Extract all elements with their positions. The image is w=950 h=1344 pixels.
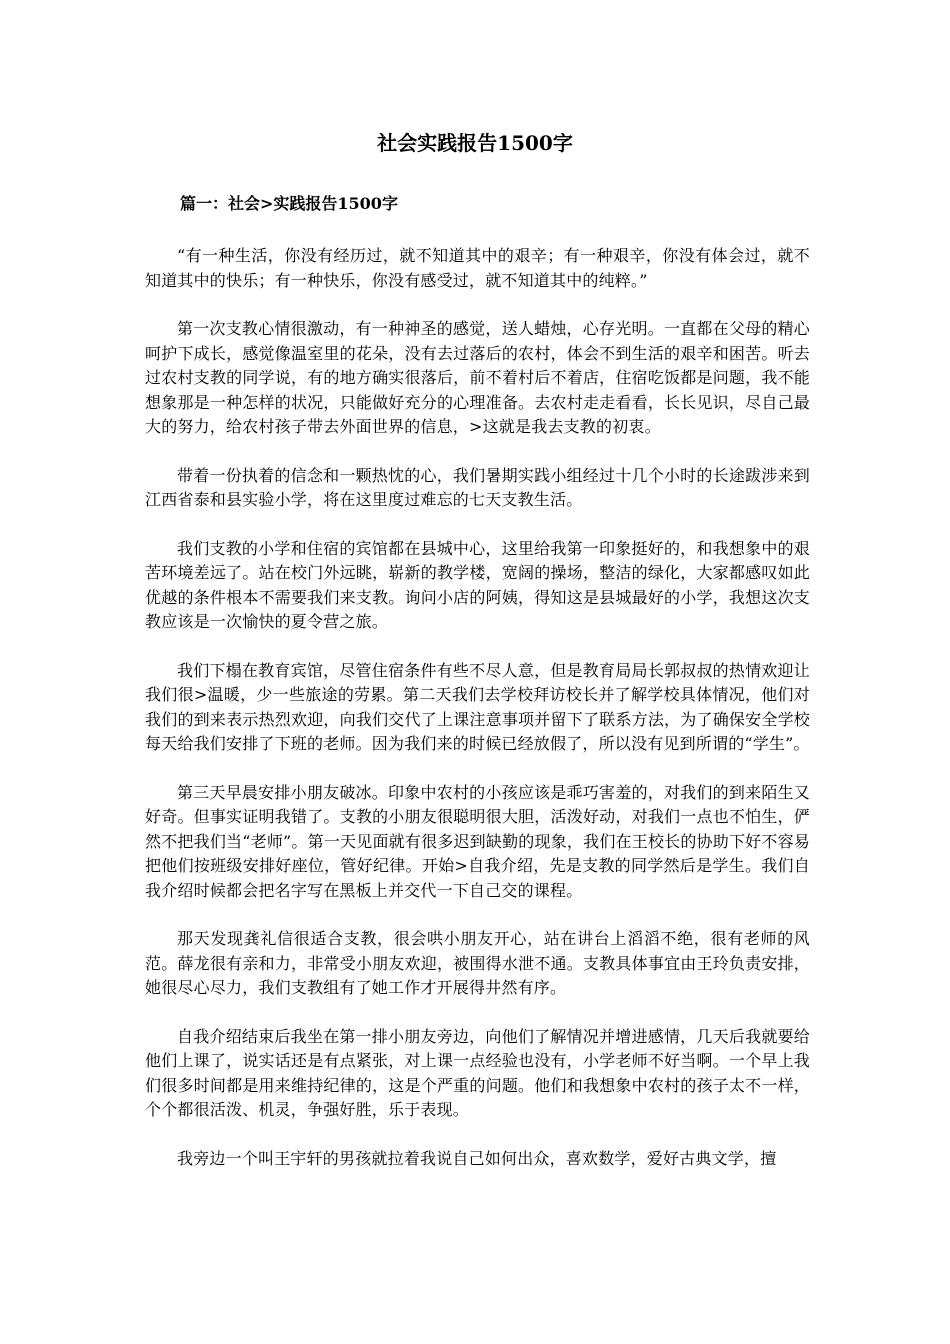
document-body bbox=[145, 244, 810, 1195]
section-heading: 篇一：社会>实践报告1500字 bbox=[180, 194, 398, 213]
paragraph: 第三天早晨安排小朋友破冰。印象中农村的小孩应该是乖巧害羞的，对我们的到来陌生又好奇。但事实证明我错了。支教的小朋友很聪明很大胆，活泼好动，对我们一点也不怕生，俨然不把我们当“老师”。第一天见面就有很多迟到缺勤的现象，我们在王校长的协助下好不容易把他们按班级安排好座位，管好纪律。开始>自我介绍，先是支教的同学然后是学生。我们自我介绍时候都会把名字写在黑板上并交代一下自己交的课程。 bbox=[145, 782, 810, 900]
paragraph-quote: “有一种生活，你没有经历过，就不知道其中的艰辛；有一种艰辛，你没有体会过，就不知道其中的快乐；有一种快乐，你没有感受过，就不知道其中的纯粹。” bbox=[145, 246, 810, 290]
paragraph: 那天发现龚礼信很适合支教，很会哄小朋友开心，站在讲台上滔滔不绝，很有老师的风范。薛龙很有亲和力，非常受小朋友欢迎，被围得水泄不通。支教具体事宜由王玲负责安排，她很尽心尽力，我们支教组有了她工作才开展得井然有序。 bbox=[145, 929, 810, 997]
paragraph: 第一次支教心情很激动，有一种神圣的感觉，送人蜡烛，心存光明。一直都在父母的精心呵护下成长，感觉像温室里的花朵，没有去过落后的农村，体会不到生活的艰辛和困苦。听去过农村支教的同学说，有的地方确实很落后，前不着村后不着店，住宿吃饭都是问题，我不能想象那是一种怎样的状况，只能做好充分的心理准备。去农村走走看看，长长见识，尽自己最大的努力，给农村孩子带去外面世界的信息，>这就是我去支教的初衷。 bbox=[145, 319, 810, 436]
paragraph: 我旁边一个叫王宇轩的男孩就拉着我说自己如何出众，喜欢数学，爱好古典文学，擅 bbox=[177, 1148, 777, 1168]
paragraph: 我们下榻在教育宾馆，尽管住宿条件有些不尽人意，但是教育局局长郭叔叔的热情欢迎让我们很>温暖，少一些旅途的劳累。第二天我们去学校拜访校长并了解学校具体情况，他们对我们的到来表示热烈欢迎，向我们交代了上课注意事项并留下了联系方法，为了确保安全学校每天给我们安排了下班的老师。因为我们来的时候已经放假了，所以没有见到所谓的“学生”。 bbox=[145, 660, 810, 753]
paragraph: 我们支教的小学和住宿的宾馆都在县城中心，这里给我第一印象挺好的，和我想象中的艰苦环境差远了。站在校门外远眺，崭新的教学楼，宽阔的操场，整洁的绿化，大家都感叹如此优越的条件根本不需要我们来支教。询问小店的阿姨，得知这是县城最好的小学，我想这次支教应该是一次愉快的夏令营之旅。 bbox=[145, 538, 810, 631]
paragraph: 带着一份执着的信念和一颗热忱的心，我们暑期实践小组经过十几个小时的长途跋涉来到江西省泰和县实验小学，将在这里度过难忘的七天支教生活。 bbox=[145, 465, 810, 509]
paragraph: 自我介绍结束后我坐在第一排小朋友旁边，向他们了解情况并增进感情，几天后我就要给他们上课了，说实话还是有点紧张，对上课一点经验也没有，小学老师不好当啊。一个早上我们很多时间都是用来维持纪律的，这是个严重的问题。他们和我想象中农村的孩子太不一样，个个都很活泼、机灵，争强好胜，乐于表现。 bbox=[145, 1026, 810, 1119]
document-title: 社会实践报告1500字 bbox=[377, 131, 573, 155]
